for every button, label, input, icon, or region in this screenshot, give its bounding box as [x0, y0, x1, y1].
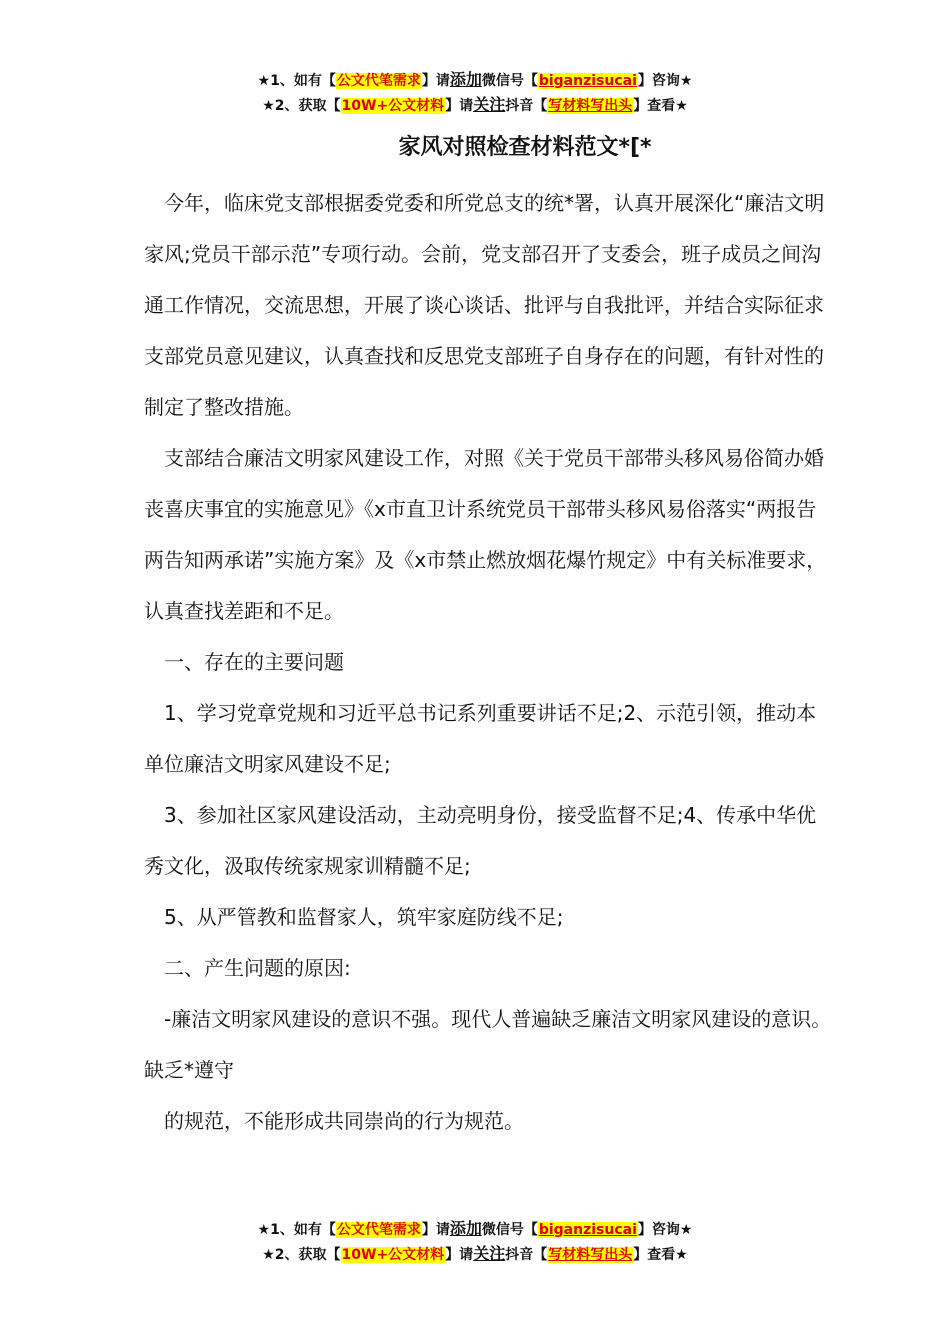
paragraph: 今年，临床党支部根据委党委和所党总支的统*署，认真开展深化“廉洁文明家风;党员干部示范”专项行动。会前，党支部召开了支委会，班子成员之间沟通工作情况，交流思想，开展了谈心谈话、批评与自我批评，并结合实际征求支部党员意见建议，认真查找和反思党支部班子自身存在的问题，有针对性的制定了整改措施。	[144, 191, 825, 419]
paragraph: 5、从严管教和监督家人，筑牢家庭防线不足;	[164, 905, 564, 929]
banner-emphasis: 添加	[449, 70, 482, 89]
highlight-materials: 10W+公文材料	[341, 98, 445, 114]
banner-text: ★2、获取【	[262, 98, 341, 114]
paragraph: 1、学习党章党规和习近平总书记系列重要讲话不足;2、示范引领，推动本单位廉洁文明家风建设不足;	[144, 701, 817, 776]
highlight-service: 公文代笔需求	[336, 73, 421, 89]
section-heading: 一、存在的主要问题	[164, 650, 344, 674]
banner-text: 】请	[445, 98, 474, 114]
banner-line-1	[0, 1217, 950, 1242]
wechat-id[interactable]: biganzisucai	[538, 73, 637, 89]
banner-line-1	[0, 68, 950, 93]
douyin-account[interactable]: 写材料写出头	[548, 98, 633, 114]
banner-text: 】请	[445, 1247, 474, 1263]
document-body	[144, 178, 834, 1147]
douyin-account[interactable]: 写材料写出头	[548, 1247, 633, 1263]
banner-emphasis: 关注	[473, 95, 506, 114]
banner-line-2	[0, 93, 950, 118]
highlight-service: 公文代笔需求	[336, 1222, 421, 1238]
paragraph: 的规范，不能形成共同崇尚的行为规范。	[164, 1109, 524, 1133]
banner-line-2	[0, 1242, 950, 1267]
section-heading: 二、产生问题的原因:	[164, 956, 351, 980]
banner-text: ★1、如有【	[257, 1222, 336, 1238]
banner-text: 】咨询★	[637, 73, 693, 89]
banner-text: 微信号【	[481, 73, 538, 89]
banner-text: 抖音【	[505, 1247, 548, 1263]
banner-text: 抖音【	[505, 98, 548, 114]
document-title: 家风对照检查材料范文*[*	[398, 135, 652, 160]
highlight-materials: 10W+公文材料	[341, 1247, 445, 1263]
paragraph: -廉洁文明家风建设的意识不强。现代人普遍缺乏廉洁文明家风建设的意识。缺乏*遵守	[144, 1007, 832, 1082]
paragraph: 支部结合廉洁文明家风建设工作，对照《关于党员干部带头移风易俗简办婚丧喜庆事宜的实施意见》《x市直卫计系统党员干部带头移风易俗落实“两报告两告知两承诺”实施方案》及《x市禁止燃放烟花爆竹规定》中有关标准要求，认真查找差距和不足。	[144, 446, 827, 623]
paragraph: 3、参加社区家风建设活动，主动亮明身份，接受监督不足;4、传承中华优秀文化，汲取传统家规家训精髓不足;	[144, 803, 817, 878]
banner-emphasis: 添加	[449, 1219, 482, 1238]
footer-banner	[0, 1217, 950, 1267]
banner-text: 】查看★	[633, 1247, 688, 1263]
banner-text: 】咨询★	[637, 1222, 693, 1238]
wechat-id[interactable]: biganzisucai	[538, 1222, 637, 1238]
banner-text: ★2、获取【	[262, 1247, 341, 1263]
header-banner	[0, 68, 950, 118]
banner-text: ★1、如有【	[257, 73, 336, 89]
banner-emphasis: 关注	[473, 1244, 506, 1263]
banner-text: 微信号【	[481, 1222, 538, 1238]
banner-text: 】查看★	[633, 98, 688, 114]
banner-text: 】请	[421, 1222, 450, 1238]
banner-text: 】请	[421, 73, 450, 89]
